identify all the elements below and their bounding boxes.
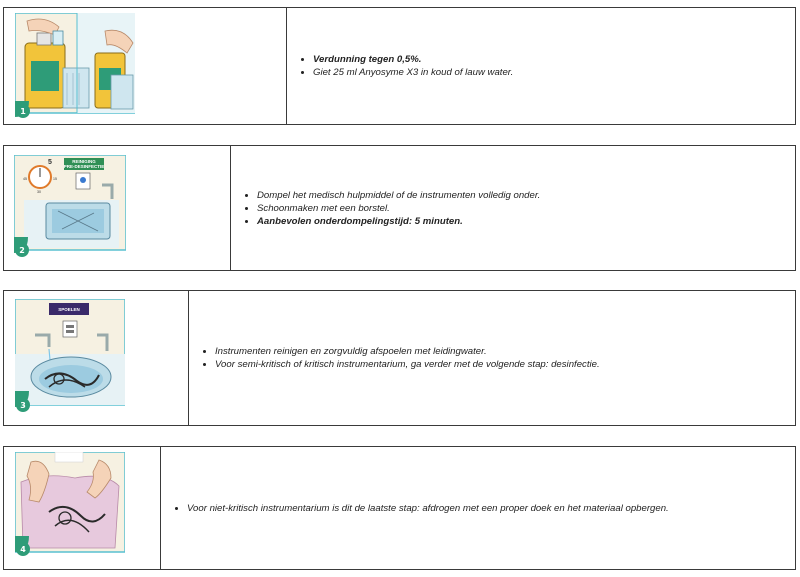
- step-4-image-cell: [4, 447, 161, 569]
- step-1-number: 1: [20, 107, 26, 116]
- bullet: • Dompel het medisch hulpmiddel of de instrumenten volledig onder.: [257, 189, 540, 202]
- step-3-bullets: [189, 345, 600, 371]
- step-1: [3, 7, 796, 125]
- step-4-bullets: [161, 502, 669, 515]
- timer-tick: 15: [53, 177, 57, 181]
- rinsing-illustration: [15, 299, 125, 417]
- timer-label: 5: [48, 159, 52, 166]
- step-2-number: 2: [19, 246, 25, 255]
- bullet: • Aanbevolen onderdompelingstijd: 5 minuten.: [257, 215, 540, 228]
- timer-tick: 45: [23, 177, 27, 181]
- bullet: • Schoonmaken met een borstel.: [257, 202, 540, 215]
- step-3: [3, 290, 796, 426]
- sign-line: PRE-DESINFECTIE: [63, 164, 105, 169]
- step-4-number: 4: [20, 545, 26, 554]
- sign-line: REINIGING: [72, 159, 96, 164]
- bullet: • Giet 25 ml Anyosyme X3 in koud of lauw water.: [313, 66, 513, 79]
- timer-tick: 30: [37, 190, 41, 194]
- step-2-image-cell: [4, 146, 231, 270]
- sign-line: SPOELEN: [58, 307, 80, 312]
- step-2-bullets: [231, 189, 540, 228]
- bullet: • Instrumenten reinigen en zorgvuldig afspoelen met leidingwater.: [215, 345, 600, 358]
- bullet: • Voor semi-kritisch of kritisch instrumentarium, ga verder met de volgende stap: desinfectie.: [215, 358, 600, 371]
- step-1-image-cell: [4, 8, 287, 124]
- step-4-text-cell: [161, 447, 795, 569]
- bullet: • Verdunning tegen 0,5%.: [313, 53, 513, 66]
- step-3-text-cell: [189, 291, 795, 425]
- step-3-number: 3: [20, 401, 26, 410]
- step-2: [3, 145, 796, 271]
- step-4: [3, 446, 796, 570]
- dilution-illustration: [15, 13, 135, 123]
- bullet: • Voor niet-kritisch instrumentarium is dit de laatste stap: afdrogen met een proper doek en het materiaal opbergen.: [187, 502, 669, 515]
- step-3-image-cell: [4, 291, 189, 425]
- step-2-text-cell: [231, 146, 795, 270]
- step-1-bullets: [287, 53, 513, 79]
- drying-illustration: [15, 452, 125, 564]
- step-1-text-cell: [287, 8, 795, 124]
- immersion-illustration: [14, 155, 126, 263]
